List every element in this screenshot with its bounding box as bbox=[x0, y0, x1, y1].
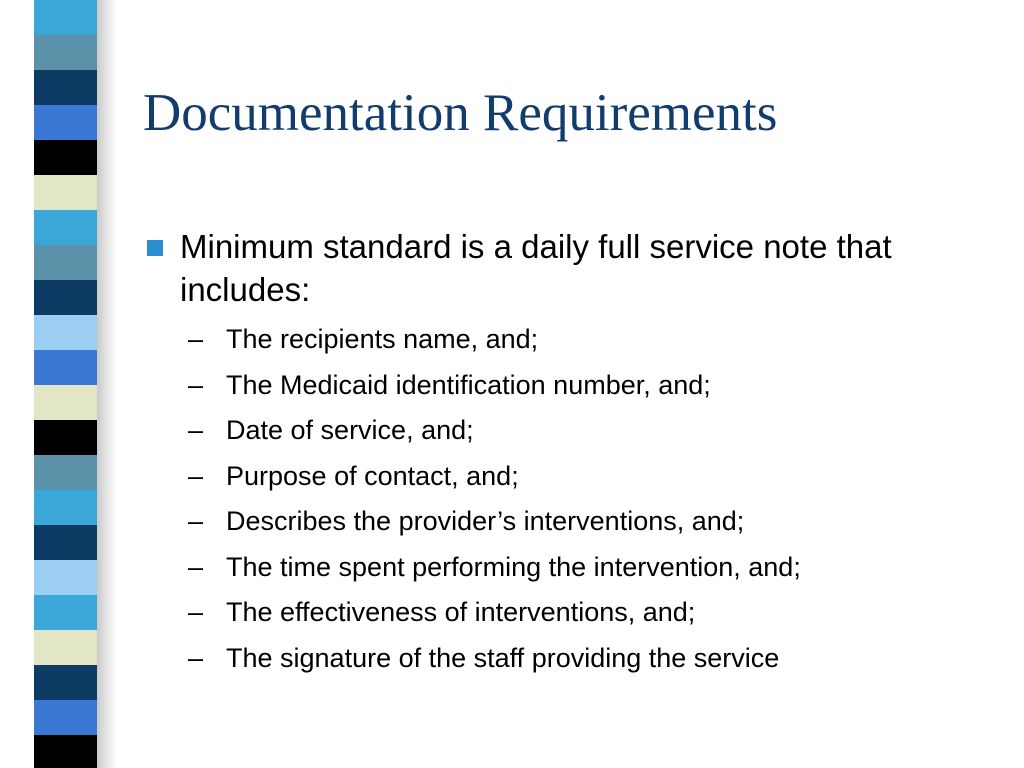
stripe-band bbox=[34, 140, 97, 175]
dash-marker: – bbox=[188, 415, 204, 445]
stripe-band bbox=[34, 455, 97, 490]
sub-bullet-text: Describes the provider’s interventions, and; bbox=[226, 506, 745, 536]
sub-bullet-text: Purpose of contact, and; bbox=[226, 460, 519, 491]
slide-title: Documentation Requirements bbox=[143, 84, 778, 142]
main-bullet bbox=[143, 225, 1003, 311]
sub-bullet-item bbox=[188, 454, 1003, 500]
sub-bullet-text: The recipients name, and; bbox=[226, 324, 539, 354]
decorative-stripe bbox=[34, 0, 97, 768]
sub-bullet-item bbox=[188, 499, 1003, 545]
sub-bullet-text: The effectiveness of interventions, and; bbox=[226, 597, 696, 627]
dash-marker: – bbox=[188, 642, 204, 673]
stripe-shadow bbox=[97, 0, 117, 768]
stripe-band bbox=[34, 560, 97, 595]
dash-marker: – bbox=[188, 369, 204, 400]
stripe-band bbox=[34, 595, 97, 630]
slide-content bbox=[143, 225, 1003, 681]
dash-marker: – bbox=[188, 460, 204, 491]
stripe-band bbox=[34, 245, 97, 280]
sub-bullet-item bbox=[188, 590, 1003, 636]
sub-bullet-text: The Medicaid identification number, and; bbox=[226, 369, 711, 400]
stripe-band bbox=[34, 385, 97, 420]
stripe-band bbox=[34, 280, 97, 315]
stripe-band bbox=[34, 665, 97, 700]
sub-bullet-list bbox=[143, 317, 1003, 681]
sub-bullet-item bbox=[188, 545, 1003, 591]
stripe-band bbox=[34, 630, 97, 665]
stripe-band bbox=[34, 210, 97, 245]
stripe-band bbox=[34, 0, 97, 35]
main-bullet-text: Minimum standard is a daily full service note that includes: bbox=[180, 228, 892, 308]
sub-bullet-item bbox=[188, 408, 1003, 454]
stripe-band bbox=[34, 175, 97, 210]
stripe-band bbox=[34, 735, 97, 768]
stripe-band bbox=[34, 315, 97, 350]
stripe-band bbox=[34, 105, 97, 140]
sub-bullet-text: Date of service, and; bbox=[226, 415, 474, 445]
dash-marker: – bbox=[188, 597, 204, 627]
stripe-band bbox=[34, 70, 97, 105]
sub-bullet-text: The time spent performing the intervention, and; bbox=[226, 551, 801, 582]
stripe-band bbox=[34, 525, 97, 560]
dash-marker: – bbox=[188, 506, 204, 536]
sub-bullet-item bbox=[188, 363, 1003, 409]
dash-marker: – bbox=[188, 551, 204, 582]
stripe-band bbox=[34, 490, 97, 525]
sub-bullet-text: The signature of the staff providing the service bbox=[226, 642, 780, 673]
stripe-band bbox=[34, 420, 97, 455]
stripe-band bbox=[34, 700, 97, 735]
square-bullet-icon bbox=[147, 240, 163, 256]
dash-marker: – bbox=[188, 324, 204, 354]
sub-bullet-item bbox=[188, 636, 1003, 682]
stripe-band bbox=[34, 350, 97, 385]
sub-bullet-item bbox=[188, 317, 1003, 363]
stripe-band bbox=[34, 35, 97, 70]
